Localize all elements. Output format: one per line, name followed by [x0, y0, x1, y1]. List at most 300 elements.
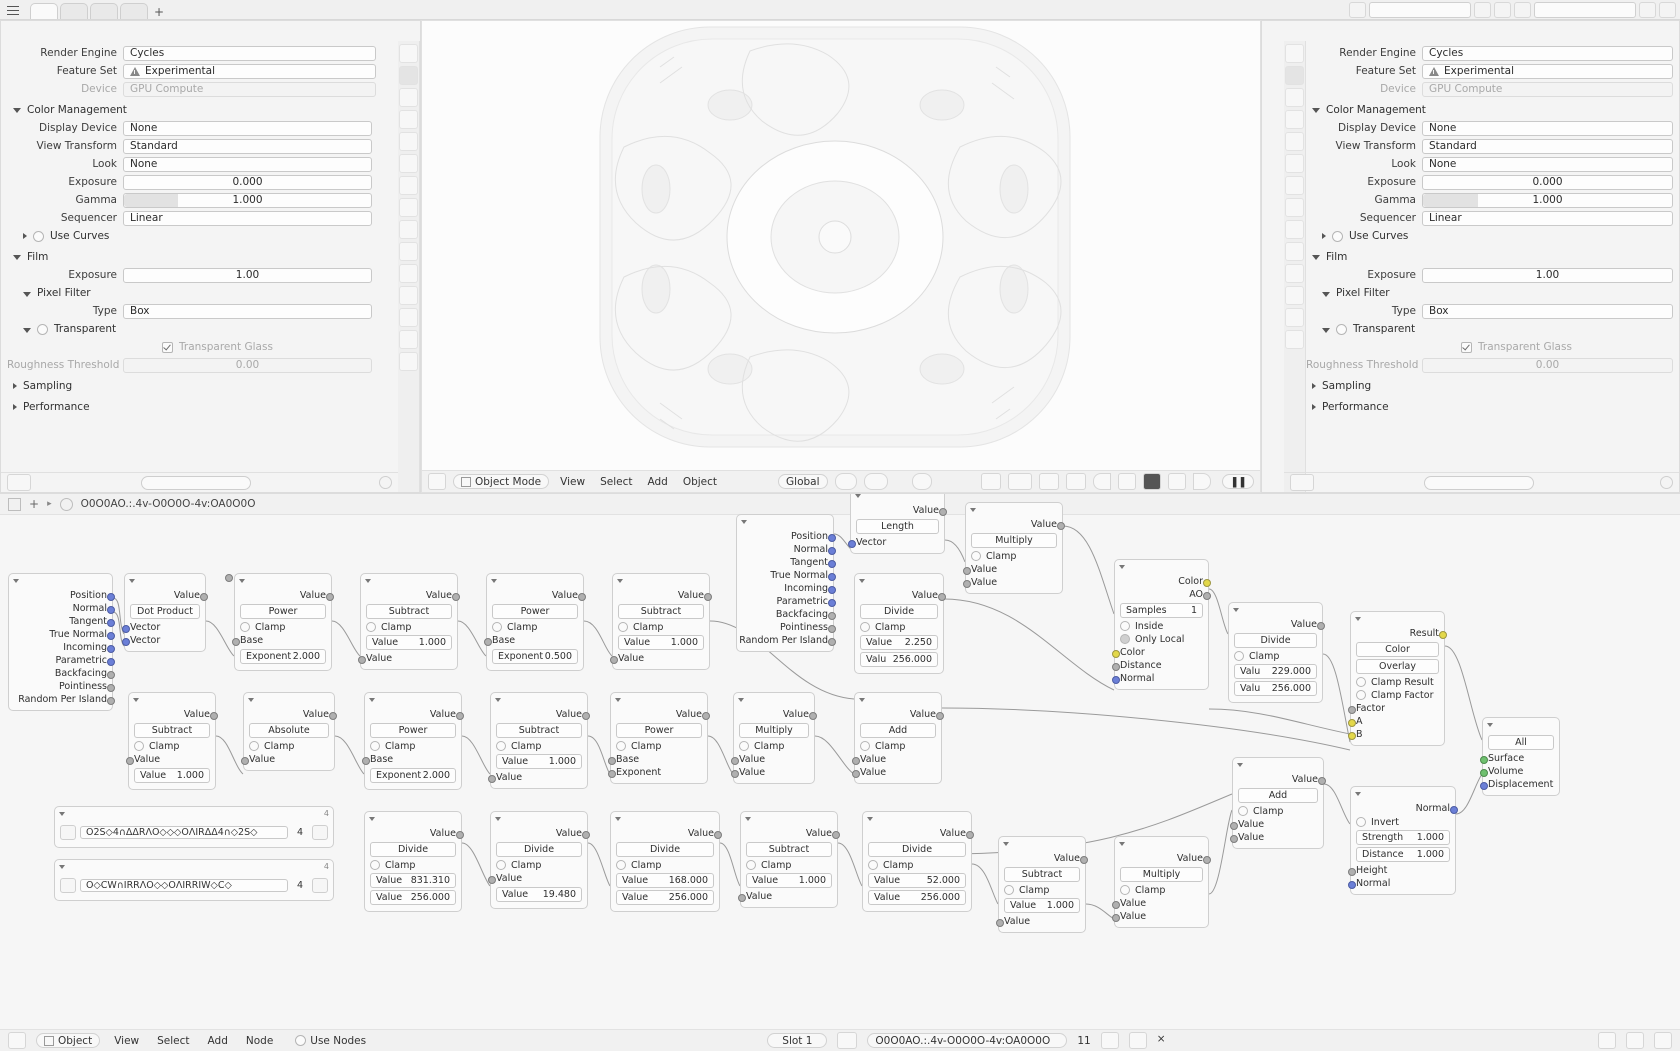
socket-value-1[interactable]: Value — [1120, 897, 1203, 910]
socket-value-2[interactable]: Value — [971, 576, 1057, 589]
clamp-checkbox[interactable]: Clamp — [370, 740, 456, 752]
new-material-icon[interactable] — [1129, 1032, 1147, 1049]
socket-value[interactable]: Value — [1238, 773, 1318, 786]
operation-dropdown[interactable]: Subtract — [496, 723, 582, 738]
node-geometry-1[interactable] — [8, 573, 113, 711]
socket-incoming[interactable]: Incoming — [742, 582, 828, 595]
look-dropdown[interactable]: None — [123, 157, 372, 172]
operation-dropdown[interactable]: Divide — [496, 842, 582, 857]
operation-dropdown[interactable]: Divide — [860, 604, 938, 619]
node-math-subtract-5[interactable] — [740, 811, 838, 908]
editor-type-icon-left[interactable] — [5, 24, 19, 37]
value-field-1[interactable]: Value 2.250 — [860, 635, 938, 650]
node-vector-math-length[interactable] — [850, 493, 945, 554]
device-dropdown[interactable]: GPU Compute — [123, 82, 376, 97]
socket-value-in[interactable]: Value — [746, 890, 832, 903]
viewport-menu-select[interactable]: Select — [600, 475, 633, 488]
snap-icon[interactable] — [1598, 1032, 1616, 1049]
socket-value[interactable]: Value — [366, 589, 452, 602]
transform-orientation-dropdown[interactable]: Global — [778, 474, 828, 489]
feature-set-dropdown[interactable]: Experimental — [123, 64, 376, 79]
add-workspace-button[interactable]: + — [154, 5, 165, 19]
node-header[interactable] — [361, 574, 457, 587]
particles-tab-icon[interactable] — [399, 242, 418, 261]
use-curves-checkbox[interactable] — [1332, 231, 1343, 242]
node-math-subtract-4[interactable] — [490, 692, 588, 789]
value-field-2[interactable]: Value 256.000 — [370, 890, 456, 905]
operation-dropdown[interactable]: Multiply — [739, 723, 809, 738]
render-tab-icon[interactable] — [399, 66, 418, 85]
viewport-editor-type-button[interactable] — [428, 473, 446, 490]
socket-vector-1[interactable]: Vector — [130, 621, 200, 634]
shading-rendered-icon[interactable] — [1168, 473, 1186, 490]
material-tab-icon[interactable] — [1285, 330, 1304, 349]
node-math-divide-4[interactable] — [490, 811, 588, 909]
film-section[interactable] — [7, 248, 376, 265]
socket-vector[interactable]: Vector — [856, 536, 939, 549]
exponent-value[interactable]: Exponent 2.000 — [370, 768, 456, 783]
node-header[interactable] — [966, 503, 1062, 516]
operation-dropdown[interactable]: Dot Product — [130, 604, 200, 619]
shading-wireframe-icon[interactable] — [1093, 473, 1111, 490]
render-engine-dropdown[interactable]: Cycles — [123, 46, 376, 61]
node-header[interactable] — [125, 574, 205, 587]
options-icon-left[interactable] — [379, 476, 392, 489]
options-icon[interactable] — [1654, 1032, 1672, 1049]
transparent-section[interactable] — [17, 321, 376, 337]
socket-value-in[interactable]: Value — [496, 872, 582, 885]
value-field-1[interactable]: Valu 229.000 — [1234, 664, 1317, 679]
node-header[interactable] — [1115, 560, 1208, 573]
node-image-texture-2[interactable] — [54, 859, 334, 901]
viewlayer-icon[interactable] — [1514, 2, 1531, 18]
image-name[interactable]: O2S◇4∩ΔΔRΛO◇◇◇ΟΛIRΔΔ4∩◇2S◇ — [80, 826, 288, 839]
node-math-divide-2[interactable] — [1228, 602, 1323, 703]
use-curves-checkbox[interactable] — [33, 231, 44, 242]
socket-value-in[interactable]: Value — [366, 652, 452, 665]
unlink-scene-icon[interactable] — [1494, 2, 1511, 18]
performance-section[interactable] — [7, 398, 376, 415]
operation-dropdown[interactable]: Divide — [868, 842, 966, 857]
clamp-factor-checkbox[interactable]: Clamp Factor — [1356, 689, 1439, 701]
clamp-checkbox[interactable]: Clamp — [618, 621, 704, 633]
view-transform-dropdown[interactable]: Standard — [1422, 139, 1673, 154]
snap-magnet-icon[interactable] — [835, 473, 857, 490]
exponent-value[interactable]: Exponent 0.500 — [492, 649, 578, 664]
node-header[interactable] — [999, 837, 1085, 850]
shading-solid-icon[interactable] — [1118, 473, 1136, 490]
properties-tab-column-right[interactable] — [1284, 41, 1306, 492]
exposure-slider[interactable]: 0.000 — [123, 175, 372, 190]
value-field-2[interactable]: Value 256.000 — [868, 890, 966, 905]
transparent-glass-checkbox[interactable] — [1461, 342, 1472, 353]
node-menu-view[interactable]: View — [114, 1034, 140, 1047]
node-header[interactable] — [244, 693, 334, 706]
clamp-checkbox[interactable]: Clamp — [971, 550, 1057, 562]
menu-burger-icon[interactable] — [6, 3, 20, 16]
socket-value[interactable]: Value — [370, 708, 456, 721]
node-bump[interactable] — [1350, 786, 1456, 895]
node-header[interactable] — [235, 574, 331, 587]
node-math-multiply-2[interactable] — [733, 692, 815, 784]
pin-icon-left[interactable] — [360, 24, 372, 36]
exposure-slider[interactable]: 0.000 — [1422, 175, 1673, 190]
node-header[interactable] — [1115, 837, 1208, 850]
node-menu-add[interactable]: Add — [207, 1034, 228, 1047]
shield-icon[interactable] — [312, 878, 328, 893]
node-math-power-1[interactable] — [234, 573, 332, 671]
object-tab-icon[interactable] — [399, 198, 418, 217]
node-ambient-occlusion[interactable] — [1114, 559, 1209, 690]
value-field[interactable]: Value 1.000 — [1004, 898, 1080, 913]
socket-value-in[interactable]: Value — [249, 753, 329, 766]
socket-pointiness[interactable]: Pointiness — [742, 621, 828, 634]
value-field-1[interactable]: Value 52.000 — [868, 873, 966, 888]
node-math-absolute[interactable] — [243, 692, 335, 771]
socket-value-1[interactable]: Value — [860, 753, 936, 766]
search-input-right[interactable] — [1424, 476, 1534, 490]
view-transform-dropdown[interactable]: Standard — [123, 139, 372, 154]
transparent-checkbox[interactable] — [1336, 324, 1347, 335]
clamp-checkbox[interactable]: Clamp — [860, 621, 938, 633]
color-management-section[interactable] — [7, 101, 376, 118]
clamp-result-checkbox[interactable]: Clamp Result — [1356, 676, 1439, 688]
xray-icon[interactable] — [1066, 473, 1086, 490]
socket-parametric[interactable]: Parametric — [742, 595, 828, 608]
pause-render-button[interactable]: ❚❚ — [1222, 474, 1254, 489]
socket-backfacing[interactable]: Backfacing — [14, 667, 107, 680]
operation-dropdown[interactable]: Absolute — [249, 723, 329, 738]
clamp-checkbox[interactable]: Clamp — [1120, 884, 1203, 896]
clamp-checkbox[interactable]: Clamp — [249, 740, 329, 752]
node-math-power-3[interactable] — [364, 692, 462, 790]
node-math-divide-5[interactable] — [610, 811, 720, 912]
socket-value-1[interactable]: Value — [1238, 818, 1318, 831]
node-header[interactable] — [611, 693, 707, 706]
node-math-subtract-2[interactable] — [612, 573, 710, 670]
clamp-checkbox[interactable]: Clamp — [240, 621, 326, 633]
value-field-1[interactable]: Value 168.000 — [616, 873, 714, 888]
node-header[interactable] — [863, 812, 971, 825]
material-tab-icon[interactable] — [399, 330, 418, 349]
socket-exponent[interactable]: Exponent — [616, 766, 702, 779]
mode-dropdown[interactable]: Object Mode — [453, 474, 549, 489]
clamp-checkbox[interactable]: Clamp — [739, 740, 809, 752]
data-tab-icon[interactable] — [1285, 308, 1304, 327]
image-icon[interactable] — [60, 878, 76, 893]
node-header[interactable] — [9, 574, 112, 587]
clamp-checkbox[interactable]: Clamp — [134, 740, 210, 752]
socket-value[interactable]: Value — [971, 518, 1057, 531]
clamp-checkbox[interactable]: Clamp — [616, 740, 702, 752]
node-header[interactable] — [365, 693, 461, 706]
socket-value[interactable]: Value — [860, 589, 938, 602]
viewport-menu-object[interactable]: Object — [682, 475, 718, 488]
node-header[interactable] — [851, 493, 944, 502]
use-curves-section[interactable] — [17, 228, 376, 244]
options-dropdown-icon[interactable] — [912, 473, 932, 490]
node-header[interactable] — [613, 574, 709, 587]
sampling-section[interactable] — [7, 377, 376, 394]
operation-dropdown[interactable]: Subtract — [618, 604, 704, 619]
render-tab-icon[interactable] — [1285, 66, 1304, 85]
socket-value[interactable]: Value — [240, 589, 326, 602]
display-device-dropdown[interactable]: None — [123, 121, 372, 136]
use-nodes-toggle[interactable]: Use Nodes — [295, 1035, 366, 1047]
socket-value[interactable]: Value — [496, 827, 582, 840]
operation-dropdown[interactable]: Add — [860, 723, 936, 738]
collection-tab-icon[interactable] — [399, 176, 418, 195]
roughness-threshold-slider[interactable]: 0.00 — [123, 358, 372, 373]
node-menu-node[interactable]: Node — [245, 1034, 274, 1047]
socket-true-normal[interactable]: True Normal — [14, 628, 107, 641]
socket-value-1[interactable]: Value — [971, 563, 1057, 576]
world-tab-icon[interactable] — [1285, 154, 1304, 173]
socket-tangent[interactable]: Tangent — [14, 615, 107, 628]
socket-displacement[interactable]: Displacement — [1488, 778, 1554, 791]
node-math-subtract-1[interactable] — [360, 573, 458, 670]
socket-base[interactable]: Base — [240, 634, 326, 647]
viewport-menu-add[interactable]: Add — [647, 475, 668, 488]
socket-base[interactable]: Base — [370, 753, 456, 766]
socket-value-in[interactable]: Value — [618, 652, 704, 665]
workspace-tab-2[interactable] — [60, 3, 88, 19]
tool-tab-icon[interactable] — [399, 44, 418, 63]
node-editor-type-button[interactable] — [8, 1032, 26, 1049]
visibility-icon[interactable] — [981, 473, 1001, 490]
operation-dropdown[interactable]: Multiply — [971, 533, 1057, 548]
object-tab-icon[interactable] — [1285, 198, 1304, 217]
shading-material-icon[interactable] — [1143, 473, 1161, 490]
socket-position[interactable]: Position — [742, 530, 828, 543]
workspace-tab-4[interactable] — [120, 3, 148, 19]
film-exposure-slider[interactable]: 1.00 — [123, 268, 372, 283]
socket-normal[interactable]: Normal — [742, 543, 828, 556]
image-datablock-row-2[interactable] — [60, 878, 328, 893]
blend-mode-dropdown[interactable]: Overlay — [1356, 659, 1439, 674]
socket-factor[interactable]: Factor — [1356, 702, 1439, 715]
particles-tab-icon[interactable] — [1285, 242, 1304, 261]
material-users-count[interactable]: 11 — [1077, 1034, 1091, 1047]
transparent-section[interactable] — [1316, 321, 1673, 337]
node-math-subtract-6[interactable] — [998, 836, 1086, 933]
node-header[interactable] — [1483, 718, 1559, 731]
material-slot-dropdown[interactable]: Slot 1 — [767, 1033, 827, 1048]
node-image-texture-1[interactable] — [54, 806, 334, 848]
socket-normal-in[interactable]: Normal — [1120, 672, 1203, 685]
socket-value-2[interactable]: Value — [739, 766, 809, 779]
output-tab-icon[interactable] — [1285, 88, 1304, 107]
node-menu-select[interactable]: Select — [157, 1034, 190, 1047]
editor-type-button-left[interactable] — [7, 474, 31, 491]
viewport-menu-view[interactable]: View — [560, 475, 586, 488]
shader-node-editor[interactable] — [0, 493, 1680, 1051]
pixel-filter-section[interactable] — [17, 285, 376, 301]
operation-dropdown[interactable]: Power — [240, 604, 326, 619]
node-header[interactable] — [491, 812, 587, 825]
node-header[interactable] — [55, 860, 333, 873]
socket-value[interactable]: Value — [746, 827, 832, 840]
node-header[interactable] — [365, 812, 461, 825]
node-header[interactable] — [741, 812, 837, 825]
target-dropdown[interactable]: All — [1488, 735, 1554, 750]
add-node-icon[interactable]: + — [29, 497, 40, 511]
samples-field[interactable]: Samples 1 — [1120, 603, 1203, 618]
overlay-icon[interactable] — [1626, 1032, 1644, 1049]
transparent-checkbox[interactable] — [37, 324, 48, 335]
socket-normal-in[interactable]: Normal — [1356, 877, 1450, 890]
clamp-checkbox[interactable]: Clamp — [492, 621, 578, 633]
socket-ao-out[interactable]: AO — [1120, 588, 1203, 601]
clamp-checkbox[interactable]: Clamp — [1238, 805, 1318, 817]
shading-options-icon[interactable] — [1193, 473, 1211, 490]
editor-type-button-right[interactable] — [1290, 474, 1314, 491]
socket-value[interactable]: Value — [370, 827, 456, 840]
node-header[interactable] — [855, 693, 941, 706]
socket-value-2[interactable]: Value — [860, 766, 936, 779]
display-device-dropdown[interactable]: None — [1422, 121, 1673, 136]
node-header[interactable] — [611, 812, 719, 825]
operation-dropdown[interactable]: Subtract — [746, 842, 832, 857]
socket-parametric[interactable]: Parametric — [14, 654, 107, 667]
socket-normal[interactable]: Normal — [14, 602, 107, 615]
socket-color-out[interactable]: Color — [1120, 575, 1203, 588]
socket-value-in[interactable]: Value — [134, 753, 210, 766]
collection-tab-icon[interactable] — [1285, 176, 1304, 195]
distance-field[interactable]: Distance 1.000 — [1356, 847, 1450, 862]
use-curves-section[interactable] — [1316, 228, 1673, 244]
socket-value-2[interactable]: Value — [1238, 831, 1318, 844]
socket-random-per-island[interactable]: Random Per Island — [742, 634, 828, 647]
modifier-tab-icon[interactable] — [399, 220, 418, 239]
socket-value-in[interactable]: Value — [496, 771, 582, 784]
socket-distance-in[interactable]: Distance — [1120, 659, 1203, 672]
socket-value[interactable]: Value — [860, 708, 936, 721]
value-field[interactable]: Value 1.000 — [366, 635, 452, 650]
socket-value[interactable]: Value — [130, 589, 200, 602]
render-engine-dropdown[interactable]: Cycles — [1422, 46, 1673, 61]
operation-dropdown[interactable]: Power — [616, 723, 702, 738]
editor-type-icon-right[interactable] — [1266, 24, 1280, 37]
shield-icon[interactable] — [312, 825, 328, 840]
node-math-divide-1[interactable] — [854, 573, 944, 674]
node-math-add-2[interactable] — [1232, 757, 1324, 849]
socket-value[interactable]: Value — [492, 589, 578, 602]
node-header[interactable] — [1229, 603, 1322, 616]
clamp-checkbox[interactable]: Clamp — [868, 859, 966, 871]
clamp-checkbox[interactable]: Clamp — [616, 859, 714, 871]
socket-position[interactable]: Position — [14, 589, 107, 602]
gamma-slider[interactable]: 1.000 — [1422, 193, 1673, 208]
overlays-icon[interactable] — [1039, 473, 1059, 490]
gamma-slider[interactable]: 1.000 — [123, 193, 372, 208]
film-exposure-slider[interactable]: 1.00 — [1422, 268, 1673, 283]
socket-value[interactable]: Value — [1004, 852, 1080, 865]
data-tab-icon[interactable] — [399, 308, 418, 327]
operation-dropdown[interactable]: Power — [370, 723, 456, 738]
value-field-2[interactable]: Valu 256.000 — [860, 652, 938, 667]
material-name-field[interactable]: O0O0AO.:.4v-O0O0O-4v:OA0O0O — [867, 1033, 1067, 1048]
socket-value[interactable]: Value — [616, 708, 702, 721]
physics-tab-icon[interactable] — [1285, 264, 1304, 283]
operation-dropdown[interactable]: Add — [1238, 788, 1318, 803]
socket-value[interactable]: Value — [616, 827, 714, 840]
look-dropdown[interactable]: None — [1422, 157, 1673, 172]
socket-base[interactable]: Base — [616, 753, 702, 766]
socket-volume[interactable]: Volume — [1488, 765, 1554, 778]
socket-color-in[interactable]: Color — [1120, 646, 1203, 659]
new-scene-icon[interactable] — [1474, 2, 1491, 18]
strength-field[interactable]: Strength 1.000 — [1356, 830, 1450, 845]
value-field[interactable]: Value 1.000 — [618, 635, 704, 650]
scene-tab-icon[interactable] — [1285, 132, 1304, 151]
operation-dropdown[interactable]: Length — [856, 519, 939, 534]
socket-value[interactable]: Value — [1234, 618, 1317, 631]
node-vector-math-dot-product[interactable] — [124, 573, 206, 652]
socket-b[interactable]: B — [1356, 728, 1439, 741]
socket-a[interactable]: A — [1356, 715, 1439, 728]
film-section[interactable] — [1306, 248, 1673, 265]
physics-tab-icon[interactable] — [399, 264, 418, 283]
sequencer-dropdown[interactable]: Linear — [123, 211, 372, 226]
world-tab-icon[interactable] — [399, 154, 418, 173]
socket-height[interactable]: Height — [1356, 864, 1450, 877]
socket-value[interactable]: Value — [739, 708, 809, 721]
socket-value[interactable]: Value — [618, 589, 704, 602]
node-math-power-4[interactable] — [610, 692, 708, 784]
value-field[interactable]: Value 1.000 — [496, 754, 582, 769]
output-tab-icon[interactable] — [399, 88, 418, 107]
clamp-checkbox[interactable]: Clamp — [496, 859, 582, 871]
socket-value[interactable]: Value — [1120, 852, 1203, 865]
socket-value-2[interactable]: Value — [1120, 910, 1203, 923]
constraints-tab-icon[interactable] — [1285, 286, 1304, 305]
node-header[interactable] — [1233, 758, 1323, 771]
node-header[interactable] — [129, 693, 215, 706]
workspace-tabs[interactable] — [30, 1, 164, 19]
operation-dropdown[interactable]: Divide — [1234, 633, 1317, 648]
clamp-checkbox[interactable]: Clamp — [366, 621, 452, 633]
clamp-checkbox[interactable]: Clamp — [1004, 884, 1080, 896]
value-field[interactable]: Value 19.480 — [496, 887, 582, 902]
invert-checkbox[interactable]: Invert — [1356, 816, 1450, 828]
data-type-dropdown[interactable]: Color — [1356, 642, 1439, 657]
node-material-output[interactable] — [1482, 717, 1560, 796]
shader-type-dropdown[interactable]: Object — [36, 1033, 100, 1048]
socket-normal-out[interactable]: Normal — [1356, 802, 1450, 815]
clamp-checkbox[interactable]: Clamp — [860, 740, 936, 752]
socket-value[interactable]: Value — [134, 708, 210, 721]
performance-section[interactable] — [1306, 398, 1673, 415]
only-local-checkbox[interactable]: Only Local — [1120, 633, 1203, 645]
tool-tab-icon[interactable] — [1285, 44, 1304, 63]
pin-icon[interactable] — [1181, 1033, 1197, 1048]
proportional-edit-icon[interactable] — [864, 473, 888, 490]
socket-backfacing[interactable]: Backfacing — [742, 608, 828, 621]
workspace-tab-3[interactable] — [90, 3, 118, 19]
operation-dropdown[interactable]: Divide — [370, 842, 456, 857]
value-field[interactable]: Value 1.000 — [134, 768, 210, 783]
inside-checkbox[interactable]: Inside — [1120, 620, 1203, 632]
value-field-2[interactable]: Valu 256.000 — [1234, 681, 1317, 696]
socket-base[interactable]: Base — [492, 634, 578, 647]
operation-dropdown[interactable]: Subtract — [134, 723, 210, 738]
node-header[interactable] — [55, 807, 333, 820]
node-math-divide-6[interactable] — [862, 811, 972, 912]
node-header[interactable] — [737, 515, 833, 528]
properties-tab-column-left[interactable] — [398, 41, 420, 492]
unlink-material-icon[interactable]: × — [1156, 1033, 1166, 1045]
